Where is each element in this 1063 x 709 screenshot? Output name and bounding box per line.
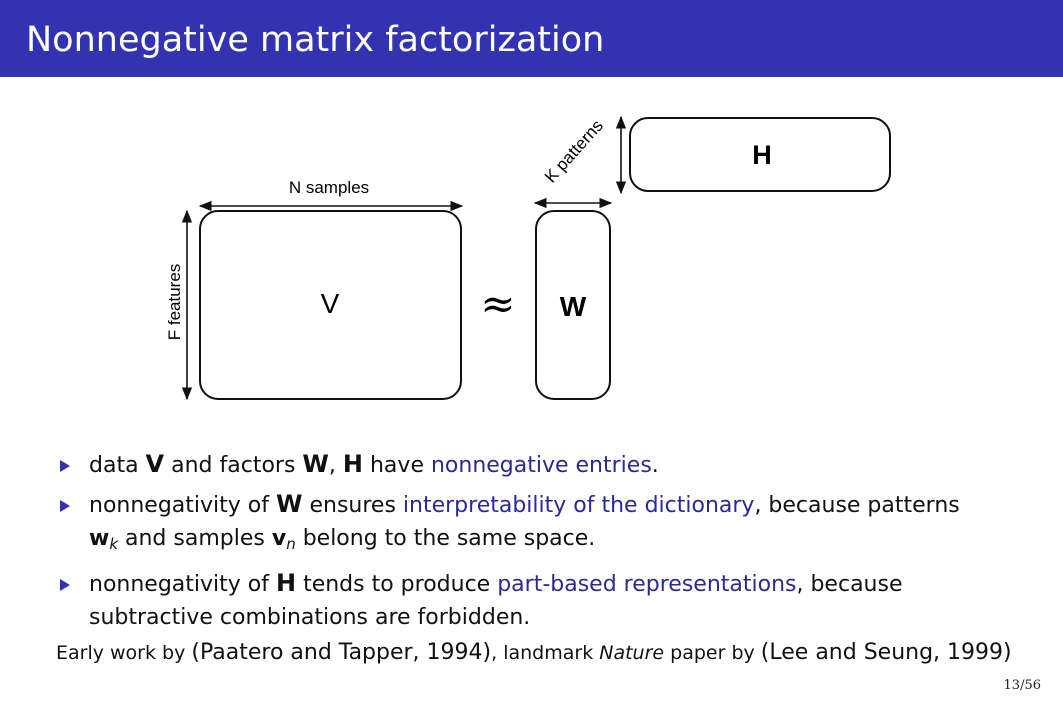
slide-title: Nonnegative matrix factorization (26, 20, 605, 60)
matrix-v-label: V (320, 288, 340, 319)
citation-lee-seung: (Lee and Seung, 1999) (760, 640, 1012, 665)
highlight-text: nonnegative entries (430, 453, 652, 478)
highlight-text: interpretability of the dictionary (402, 493, 755, 518)
matrix-h-label: H (752, 140, 772, 170)
approx-symbol: ≈ (480, 279, 516, 328)
highlight-text: part-based representations (497, 572, 797, 597)
k-patterns-width-label: K patterns (540, 116, 607, 187)
citation-paatero: (Paatero and Tapper, 1994) (191, 640, 492, 665)
matrix-w-label: W (559, 291, 587, 322)
citation-line: Early work by (Paatero and Tapper, 1994), landmark Nature paper by (Lee and Seung, 1999) (56, 640, 1012, 665)
bullet-triangle-icon (60, 460, 70, 472)
bullet-list (56, 448, 1016, 640)
n-samples-label: N samples (288, 178, 370, 197)
page-number: 13/56 (1003, 678, 1041, 693)
bullet-triangle-icon (60, 579, 70, 591)
bullet-item: data V and factors W, H have nonnegative entries. (56, 448, 1016, 482)
title-bar (0, 0, 1063, 77)
bullet-triangle-icon (60, 500, 70, 512)
nmf-diagram (0, 77, 1063, 417)
f-features-label: F features (165, 263, 184, 341)
bullet-item: nonnegativity of W ensures interpretability of the dictionary, because patterns $w_k$ and samples $v_n$ belong to the same space. (56, 488, 1016, 561)
bullet-item: nonnegativity of H tends to produce part-based representations, because subtractive combinations are forbidden. (56, 567, 1016, 634)
journal-name: Nature (599, 642, 665, 664)
